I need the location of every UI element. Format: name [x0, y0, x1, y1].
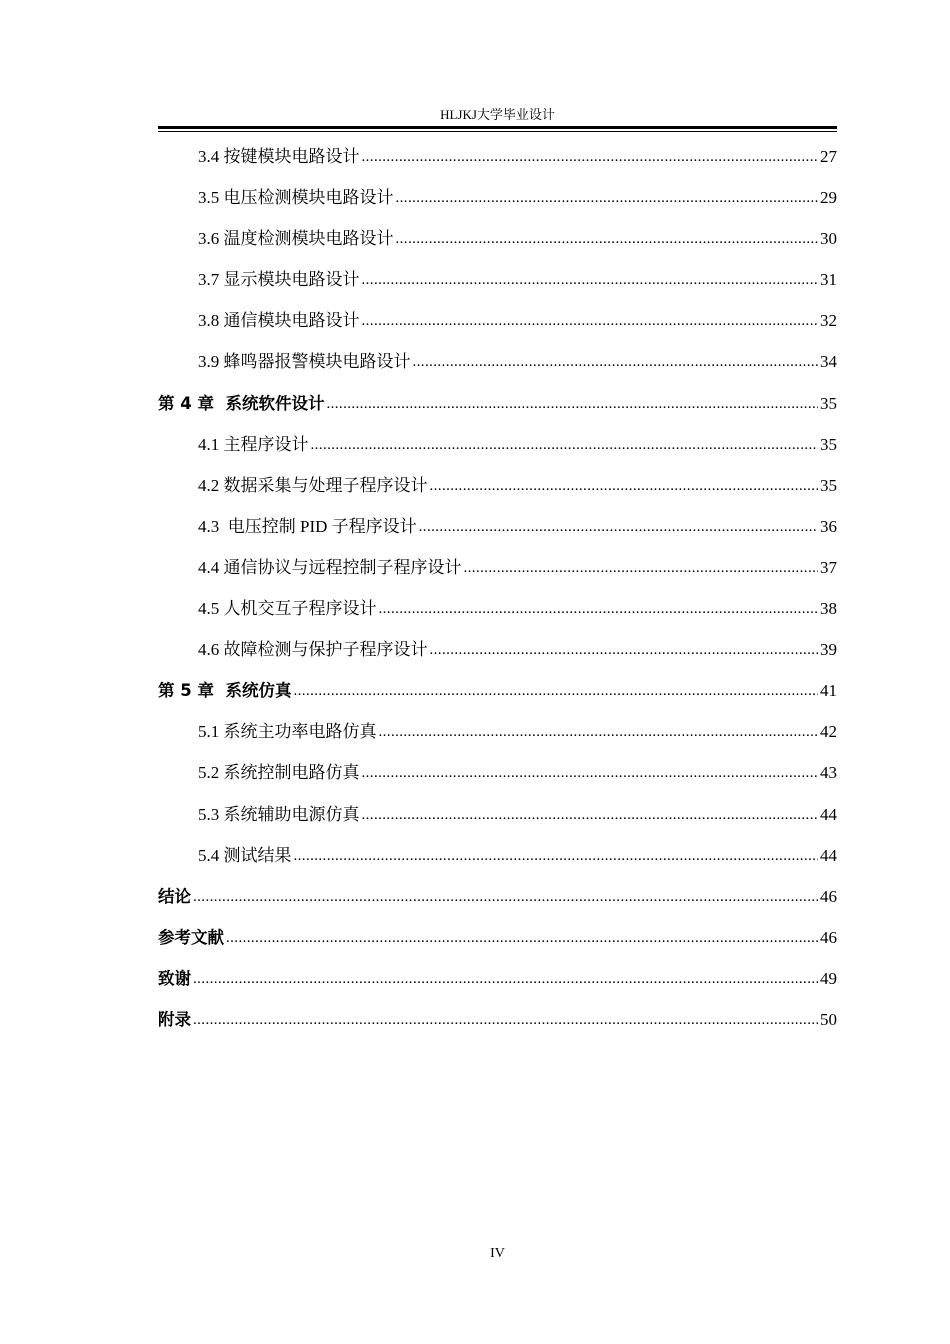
toc-entry-title: 附录 [158, 1009, 191, 1029]
toc-leader-dots [413, 351, 819, 373]
toc-entry-title: 3.7 显示模块电路设计 [198, 270, 360, 290]
toc-entry-title: 3.8 通信模块电路设计 [198, 311, 360, 331]
toc-chapter-entry[interactable] [158, 923, 837, 964]
toc-entry[interactable] [158, 512, 837, 553]
toc-leader-dots [419, 516, 818, 538]
toc-entry[interactable] [158, 224, 837, 265]
toc-entry-page: 31 [820, 270, 837, 290]
toc-entry-title: 参考文献 [158, 927, 224, 947]
toc-entry[interactable] [158, 635, 837, 676]
toc-entry-title: 5.3 系统辅助电源仿真 [198, 804, 360, 824]
toc-entry-page: 35 [820, 393, 837, 413]
toc-entry[interactable] [158, 306, 837, 347]
toc-entry-page: 27 [820, 147, 837, 166]
toc-entry-title: 4.4 通信协议与远程控制子程序设计 [198, 557, 462, 577]
toc-entry-title: 4.6 故障检测与保护子程序设计 [198, 640, 428, 660]
toc-entry-title: 结论 [158, 886, 191, 906]
toc-chapter-entry[interactable] [158, 964, 837, 1005]
toc-entry-title: 5.4 测试结果 [198, 845, 292, 865]
toc-leader-dots [362, 146, 819, 168]
toc-entry[interactable] [158, 183, 837, 224]
toc-chapter-entry[interactable] [158, 1005, 837, 1046]
toc-entry[interactable] [158, 717, 837, 758]
toc-leader-dots [396, 228, 819, 250]
toc-leader-dots [193, 968, 818, 990]
toc-entry-page: 42 [820, 722, 837, 742]
toc-leader-dots [396, 187, 819, 209]
page-number: IV [490, 1246, 505, 1261]
toc-leader-dots [293, 680, 818, 702]
toc-entry-title: 致谢 [158, 968, 191, 988]
toc-entry-page: 29 [820, 188, 837, 208]
toc-entry-page: 49 [820, 968, 837, 988]
toc-entry-page: 38 [820, 599, 837, 619]
toc-entry[interactable] [158, 142, 837, 183]
header-rule-thick [158, 126, 837, 129]
toc-entry[interactable] [158, 758, 837, 799]
toc-entry-title: 4.5 人机交互子程序设计 [198, 599, 377, 619]
header-rule-thin [158, 131, 837, 132]
toc-entry-title: 3.5 电压检测模块电路设计 [198, 188, 394, 208]
toc-entry[interactable] [158, 265, 837, 306]
toc-entry-page: 43 [820, 763, 837, 783]
running-header: HLJKJ大学毕业设计 [440, 107, 555, 122]
toc-entry-title: 5.2 系统控制电路仿真 [198, 763, 360, 783]
toc-leader-dots [430, 639, 819, 661]
toc-entry[interactable] [158, 553, 837, 594]
toc-leader-dots [311, 434, 819, 456]
toc-entry-title: 4.3 电压控制 PID 子程序设计 [198, 516, 417, 536]
toc-entry-page: 46 [820, 927, 837, 947]
toc-leader-dots [294, 845, 819, 867]
table-of-contents [158, 142, 837, 1046]
toc-entry-page: 35 [820, 475, 837, 495]
toc-leader-dots [193, 886, 818, 908]
toc-leader-dots [464, 557, 819, 579]
toc-entry[interactable] [158, 841, 837, 882]
toc-entry[interactable] [158, 471, 837, 512]
toc-entry-title: 第 4 章 系统软件设计 [158, 393, 325, 413]
toc-entry-title: 4.1 主程序设计 [198, 434, 309, 454]
toc-entry-page: 50 [820, 1009, 837, 1029]
toc-entry-page: 41 [820, 681, 837, 701]
toc-entry[interactable] [158, 594, 837, 635]
toc-leader-dots [362, 269, 819, 291]
toc-chapter-entry[interactable] [158, 676, 837, 717]
toc-leader-dots [193, 1009, 818, 1031]
toc-entry[interactable] [158, 430, 837, 471]
toc-entry[interactable] [158, 347, 837, 388]
toc-entry-title: 5.1 系统主功率电路仿真 [198, 722, 377, 742]
toc-leader-dots [379, 598, 819, 620]
toc-leader-dots [226, 927, 818, 949]
toc-entry-page: 32 [820, 311, 837, 331]
toc-leader-dots [362, 762, 819, 784]
toc-entry-page: 44 [820, 845, 837, 865]
toc-entry-title: 3.9 蜂鸣器报警模块电路设计 [198, 352, 411, 372]
toc-entry-title: 3.6 温度检测模块电路设计 [198, 229, 394, 249]
toc-entry-title: 第 5 章 系统仿真 [158, 681, 292, 701]
toc-entry-page: 35 [820, 434, 837, 454]
toc-leader-dots [326, 393, 818, 415]
toc-entry[interactable] [158, 800, 837, 841]
toc-leader-dots [379, 721, 819, 743]
toc-entry-page: 34 [820, 352, 837, 372]
toc-chapter-entry[interactable] [158, 882, 837, 923]
toc-entry-page: 37 [820, 557, 837, 577]
toc-entry-title: 4.2 数据采集与处理子程序设计 [198, 475, 428, 495]
toc-entry-title: 3.4 按键模块电路设计 [198, 147, 360, 166]
toc-entry-page: 30 [820, 229, 837, 249]
toc-entry-page: 44 [820, 804, 837, 824]
toc-entry-page: 39 [820, 640, 837, 660]
toc-leader-dots [362, 310, 819, 332]
toc-entry-page: 46 [820, 886, 837, 906]
toc-leader-dots [430, 475, 819, 497]
toc-chapter-entry[interactable] [158, 389, 837, 430]
toc-entry-page: 36 [820, 516, 837, 536]
toc-leader-dots [362, 804, 819, 826]
